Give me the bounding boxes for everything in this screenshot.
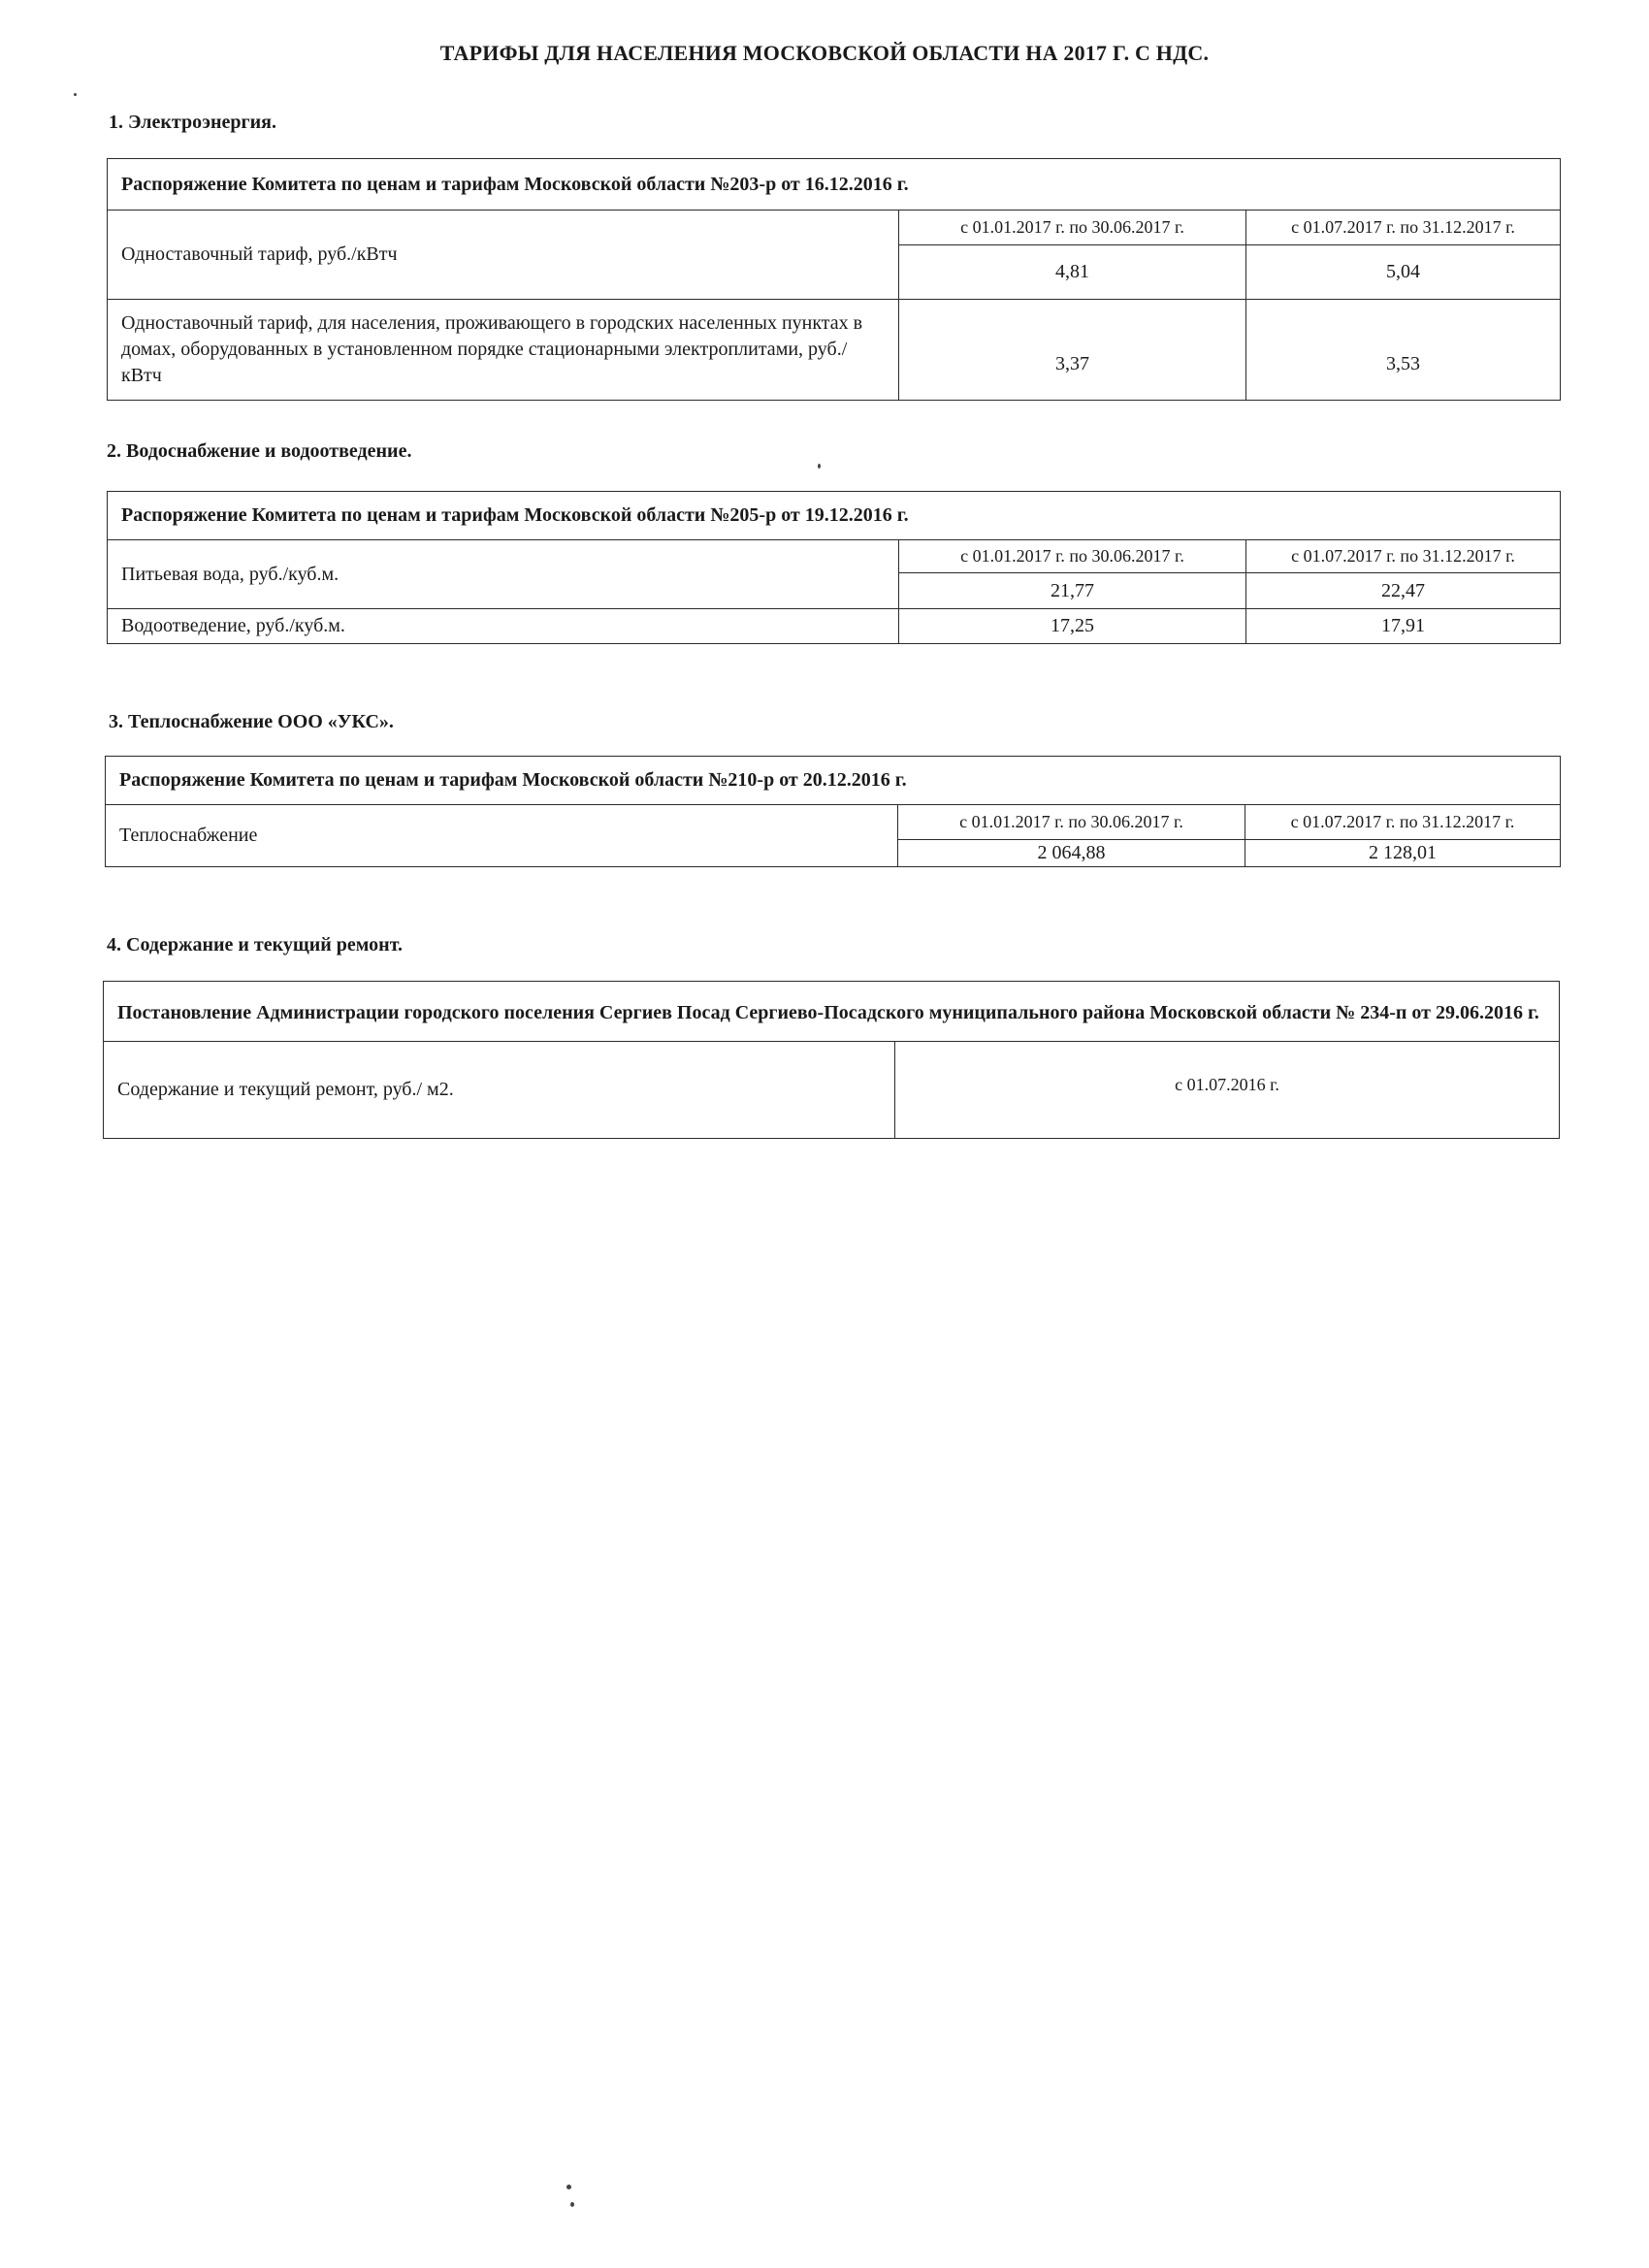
tariff-value: 22,47 bbox=[1246, 573, 1561, 609]
tariff-label: Одноставочный тариф, руб./кВтч bbox=[108, 211, 899, 300]
period-header: с 01.01.2017 г. по 30.06.2017 г. bbox=[898, 805, 1245, 840]
tariff-value: 3,37 bbox=[899, 300, 1246, 401]
scan-speck bbox=[818, 464, 821, 469]
decree-reference: Распоряжение Комитета по ценам и тарифам Московской области №203-р от 16.12.2016 г. bbox=[108, 159, 1561, 211]
electricity-tariff-table bbox=[107, 158, 1561, 401]
section-heading-electricity: 1. Электроэнергия. bbox=[109, 112, 276, 133]
period-header: с 01.07.2017 г. по 31.12.2017 г. bbox=[1246, 540, 1561, 573]
tariff-value: 3,53 bbox=[1246, 300, 1561, 401]
tariff-value: 17,91 bbox=[1246, 609, 1561, 644]
tariff-value: 2 064,88 bbox=[898, 840, 1245, 867]
period-header: с 01.07.2017 г. по 31.12.2017 г. bbox=[1245, 805, 1561, 840]
decree-reference: Постановление Администрации городского поселения Сергиев Посад Сергиево-Посадского муниципального района Московской области № 234-п от 29.06.2016 г. bbox=[104, 982, 1560, 1042]
tariff-label: Питьевая вода, руб./куб.м. bbox=[108, 540, 899, 609]
heating-tariff-table bbox=[105, 756, 1561, 867]
maintenance-tariff-table bbox=[103, 981, 1560, 1139]
section-heading-maintenance: 4. Содержание и текущий ремонт. bbox=[107, 934, 404, 956]
tariff-value: 17,25 bbox=[899, 609, 1246, 644]
decree-reference: Распоряжение Комитета по ценам и тарифам Московской области №210-р от 20.12.2016 г. bbox=[106, 757, 1561, 805]
tariff-label: Водоотведение, руб./куб.м. bbox=[108, 609, 899, 644]
period-header: с 01.01.2017 г. по 30.06.2017 г. bbox=[899, 540, 1246, 573]
tariff-value: 4,81 bbox=[899, 245, 1246, 300]
water-tariff-table bbox=[107, 491, 1561, 644]
scan-speck bbox=[74, 93, 77, 96]
decree-reference: Распоряжение Комитета по ценам и тарифам Московской области №205-р от 19.12.2016 г. bbox=[108, 492, 1561, 540]
tariff-label: Одноставочный тариф, для населения, проживающего в городских населенных пунктах в домах, оборудованных в установленном порядке стационарными электроплитами, руб./кВтч bbox=[108, 300, 899, 401]
tariff-value: 21,77 bbox=[899, 573, 1246, 609]
scan-speck bbox=[566, 2185, 571, 2189]
tariff-value: 2 128,01 bbox=[1245, 840, 1561, 867]
section-heading-water: 2. Водоснабжение и водоотведение. bbox=[107, 440, 412, 462]
document-title: ТАРИФЫ ДЛЯ НАСЕЛЕНИЯ МОСКОВСКОЙ ОБЛАСТИ НА 2017 Г. С НДС. bbox=[439, 41, 1210, 65]
period-header: с 01.01.2017 г. по 30.06.2017 г. bbox=[899, 211, 1246, 245]
tariff-label: Теплоснабжение bbox=[106, 805, 898, 867]
effective-date: с 01.07.2016 г. bbox=[895, 1042, 1560, 1139]
scan-speck bbox=[570, 2202, 574, 2207]
period-header: с 01.07.2017 г. по 31.12.2017 г. bbox=[1246, 211, 1561, 245]
tariff-label: Содержание и текущий ремонт, руб./ м2. bbox=[104, 1042, 895, 1139]
section-heading-heating: 3. Теплоснабжение ООО «УКС». bbox=[109, 711, 394, 732]
tariff-value: 5,04 bbox=[1246, 245, 1561, 300]
